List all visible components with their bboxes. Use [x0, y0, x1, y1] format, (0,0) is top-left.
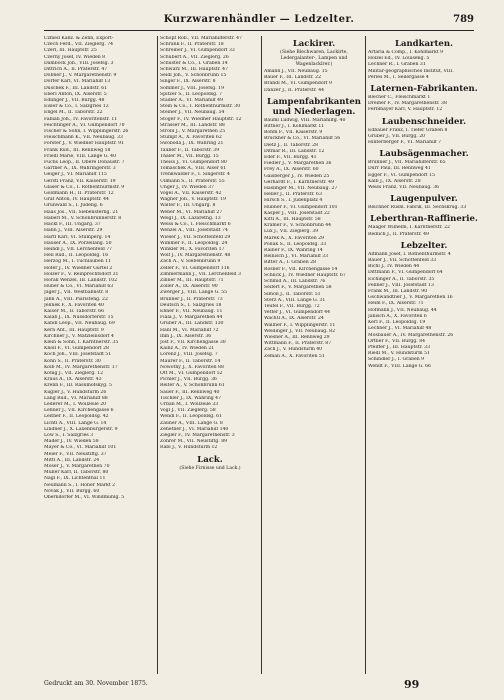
- directory-entry: Lichtl A., VIII. Lange G. 14: [44, 420, 107, 426]
- directory-entry: Jelinek F., X. Favoriten 40: [44, 302, 104, 308]
- directory-entry: Brückner & Co., VI. Mariahilf 56: [264, 136, 341, 142]
- directory-entry: Redlich J., II. Praterstr. 49: [368, 231, 429, 237]
- directory-entry: Bittner J., I. Kohlmarkt 11: [264, 124, 325, 130]
- directory-entry: Fischer & Sohn, I. Wipplingerstr. 26: [44, 129, 129, 135]
- directory-entry: Holzer F., V. Reinprechtsdorf 31: [44, 271, 119, 277]
- directory-entry: Haslinger M., VII. Neubaug. 27: [264, 186, 338, 192]
- directory-entry: Reiter A., V. Schönbrunn 61: [160, 383, 225, 389]
- directory-entry: Kirchner J., V. Matzleinsdorf 4: [44, 333, 114, 339]
- directory-entry: Gaisberger J., IV. Wieden 25: [264, 173, 330, 179]
- directory-entry: Winkler M., X. Favoriten 17: [160, 246, 225, 252]
- directory-entry: Kainz A., IV. Wieden 21: [160, 346, 215, 352]
- directory-entry: Hackl F., III. Ungarg. 37: [44, 222, 101, 228]
- directory-entry: Schubert A., VII. Zieglerg. 26: [160, 54, 229, 60]
- directory-entry: Fellner J., VIII. Josefstadt 13: [368, 282, 434, 288]
- directory-entry: Knoll F., VI. Gumpendorf 28: [44, 346, 109, 352]
- directory-entry: Brunner J., II. Praterstr. 73: [160, 296, 223, 302]
- directory-entry: Rosner F., VII. Kirchengasse 14: [264, 266, 338, 272]
- directory-entry: Wenzel A., VIII. Josefstadt 74: [160, 228, 228, 234]
- directory-entry: Hinterberger F., VI. Mariahilf 7: [368, 140, 442, 146]
- directory-entry: Gruber J., VII. Burgg. 20: [368, 133, 426, 139]
- directory-entry: Lehner J., VII. Kirchengasse 6: [44, 408, 114, 414]
- directory-entry: Reichner Rusm. Fabrik, III. Sechskrüg. 33: [368, 205, 467, 211]
- directory-entry: Nagl F., IX. Lichtenthal 11: [44, 476, 106, 482]
- page-title: Kurzwarenhändler — Ledzelter.: [163, 14, 355, 25]
- directory-entry: Koch Joh., VIII. Josefstadt 51: [44, 352, 112, 358]
- directory-entry: Böhm F., VII. Kaiserstr. 9: [264, 130, 323, 136]
- directory-entry: Swoboda J., IX. Währing 21: [160, 141, 224, 147]
- directory-entry: Lux J., VII. Zieglerg. 39: [264, 229, 319, 235]
- directory-entry: Weber M., VI. Mariahilf 27: [160, 209, 223, 215]
- directory-entry: Lindner J., X. Laxenburgerstr. 9: [44, 426, 118, 432]
- directory-entry: Huber & Co., VI. Mariahilf 63: [44, 284, 114, 290]
- directory-entry: König J., VII. Zieglerg. 12: [44, 370, 104, 376]
- directory-entry: Edbauer Franz, I. Tiefer Graben 8: [368, 127, 448, 133]
- directory-entry: Kramer F., V. Schönbrunn 44: [264, 223, 332, 229]
- directory-entry: Glaser & Co., I. Rothenthurmstr. 9: [44, 184, 125, 190]
- directory-entry: Wallner F., I. Wipplingerstr. 11: [264, 322, 336, 328]
- directory-entry: Militär-geographisches Institut, VIII.: [368, 68, 454, 74]
- directory-entry: Mader J., IV. Wieden 58: [44, 439, 99, 445]
- directory-entry: Schöpf Rob., VII. Mariahilferstr. 47: [160, 36, 242, 41]
- section-note: (Siehe Blechwaren, Lackirte, Ledergalanter-, Lampen und Wagenlackirer.): [280, 50, 348, 67]
- directory-entry: Wittmann F., II. Praterstr. 87: [264, 341, 332, 347]
- directory-entry: Teufel F., VII. Burgg. 72: [264, 303, 320, 309]
- directory-entry: Kohn S., II. Praterstr. 30: [44, 358, 101, 364]
- directory-entry: Lederer M., I. Wollzeile 20: [44, 401, 107, 407]
- directory-entry: Hell Rud., II. Leopoldsg. 16: [44, 253, 109, 259]
- directory-entry: Kandl Leop., VII. Neubaug. 69: [44, 321, 115, 327]
- directory-entry: Marek A., X. Favoriten 29: [264, 235, 324, 241]
- directory-entry: Zehetner J., VI. Mariahilf 140: [160, 426, 229, 432]
- column-divider: [261, 36, 262, 674]
- directory-entry: Thaler M., VII. Burgg. 15: [160, 153, 219, 159]
- directory-entry: Forster J., V. Wiedner Hauptstr. 91: [44, 141, 125, 147]
- section-heading: Landkarten.: [395, 39, 453, 49]
- directory-entry: Wieser J., VII. Schottenfeld 29: [160, 234, 231, 240]
- directory-entry: Klein & Sohn, I. Kärntnerstr. 35: [44, 339, 119, 345]
- directory-entry: Zöhrer M., VII. Neustiftg. 89: [160, 439, 228, 445]
- directory-entry: Oberndorfer M., VI. Windmühlg. 5: [44, 495, 125, 501]
- directory-entry: Schindler J., I. Graben 9: [368, 357, 425, 363]
- directory-entry: Walter F., III. Ungarg. 8: [160, 203, 216, 209]
- directory-entry: Fleischmann K., VII. Neubaug. 33: [44, 135, 123, 141]
- directory-entry: Zach A., V. Siebenbrunn 9: [160, 259, 221, 265]
- directory-entry: Ebner F., VII. Neubaug. 11: [160, 308, 223, 314]
- column-divider: [365, 36, 366, 674]
- directory-entry: Pfeiffer J., III. Hauptstr. 33: [368, 344, 430, 350]
- directory-entry: Kraus A., IX. Alserstr. 43: [44, 377, 102, 383]
- directory-entry: Strasser M., III. Landstr. 88: [160, 122, 225, 128]
- directory-entry: Lorenz J., VIII. Josefsg. 7: [160, 352, 218, 358]
- directory-entry: Dietz J., II. Taborstr. 28: [264, 142, 319, 148]
- directory-entry: Trenkwalder F., I. Singerstr. 4: [160, 172, 230, 178]
- directory-entry: Hanl M., VI. Mariahilf 72: [160, 327, 219, 333]
- directory-entry: Spitzer S., II. Leopoldsg. 7: [160, 91, 222, 97]
- directory-entry: Fuchs Leop., II. Obere Donaustr. 7: [44, 160, 125, 166]
- directory-entry: Dobner J., V. Margarethenstr. 9: [44, 73, 117, 79]
- directory-entry: Damböck Joh., VIII. Josefsg. 3: [44, 60, 114, 66]
- directory-entry: Schuster & Co., I. Graben 14: [160, 60, 228, 66]
- directory-entry: Sauer F., III. Rennweg 40: [160, 389, 220, 395]
- directory-entry: Krenn F., III. Rasumofskyg. 5: [44, 383, 112, 389]
- directory-entry: Simon J., II. Taborstr. 51: [264, 291, 321, 297]
- directory-entry: Lechner J., VI. Mariahilf 48: [368, 326, 432, 332]
- directory-entry: Czerny Josef, IV. Wieden 8: [44, 54, 106, 60]
- directory-entry: Frey A., IX. Alserstr. 60: [264, 167, 319, 173]
- directory-entry: Brunner J., VII. Mariahilferstr. 65: [368, 160, 446, 166]
- section-heading: Lampenfabrikanten und Niederlagen.: [267, 96, 361, 117]
- directory-entry: Maurer F., II. Taborstr. 14: [160, 358, 221, 364]
- directory-entry: Zauner A., VIII. Lange G. 8: [160, 420, 223, 426]
- directory-entry: Schmid A., III. Landstr. 76: [264, 279, 326, 285]
- directory-entry: Tomaschek A., VIII. Alser 61: [160, 166, 227, 172]
- directory-entry: Ullmann S., II. Praterstr. 55: [160, 178, 225, 184]
- directory-entry: Dittrich A., II. Praterstr. 47: [44, 67, 108, 73]
- directory-entry: Moser J., V. Margarethen 70: [44, 464, 110, 470]
- directory-entry: Stumpf A., X. Favoriten 62: [160, 135, 222, 141]
- directory-entry: Artaria & Comp., I. Kohlmarkt 9: [368, 50, 444, 55]
- page-header: [44, 12, 474, 31]
- directory-entry: Kolb M., IV. Margarethenstr. 17: [44, 364, 118, 370]
- directory-entry: Danzer J., II. Praterstr. 44: [264, 87, 325, 93]
- directory-entry: Dittmann F., VI. Gumpendorf 64: [368, 270, 443, 276]
- column-divider: [157, 36, 158, 674]
- section-heading: Leberthran-Raffinerie.: [370, 214, 478, 225]
- directory-entry: Vogl J., VII. Zieglerg. 58: [160, 408, 216, 414]
- directory-entry: Gruber A., III. Landstr. 130: [160, 321, 224, 327]
- directory-entry: Czerl, III. Hauptstr. 25: [44, 48, 97, 54]
- directory-entry: Brandl M., VI. Gumpendorf 9: [264, 81, 332, 87]
- directory-entry: Czmed Kanz. & Zenn, Export-: [44, 36, 114, 41]
- section-heading: Laugenpulver.: [390, 194, 458, 205]
- print-date: Gedruckt am 30. November 1875.: [44, 680, 148, 687]
- directory-entry: Mittl A., III. Landstr. 24: [44, 457, 100, 463]
- section-heading: Laternen-Fabrikanten.: [370, 84, 478, 95]
- directory-entry: Weiss Franz, VII. Neubaug. 36: [368, 185, 440, 191]
- directory-entry: Eberl Anton, IX. Alserstr. 5: [44, 91, 107, 97]
- directory-entry: Strobl J., V. Margarethen 25: [160, 129, 226, 135]
- directory-entry: Weidinger J., VII. Neubaug. 82: [264, 328, 335, 334]
- directory-entry: Jost F., VII. Kirchengasse 30: [160, 339, 226, 345]
- directory-entry: Pichler J., VII. Burgg. 36: [160, 377, 217, 383]
- directory-entry: Kerl F., II. Leopoldsg. 19: [368, 320, 426, 326]
- directory-entry: Stadler A., VI. Mariahilf 49: [160, 98, 224, 104]
- directory-entry: Zwerger J., VIII. Lange G. 55: [160, 290, 228, 296]
- directory-entry: Jäger J., VII. Westbahnstr. 8: [44, 290, 109, 296]
- directory-entry: Löw S., I. Salzgries 3: [44, 433, 94, 438]
- directory-entry: Ritter A., I. Graben 28: [264, 260, 316, 266]
- directory-entry: Neumann S., I. Hoher Markt 2: [44, 482, 116, 488]
- directory-entry: Nowotny J., X. Favoriten 88: [160, 364, 224, 370]
- directory-entry: Gärtner A., IX. Währingerstr. 3: [44, 166, 116, 172]
- directory-entry: Haberl M., V. Schönbrunnerstr. 8: [44, 215, 122, 221]
- directory-entry: Unger J., IV. Wieden 37: [160, 184, 215, 190]
- directory-entry: Engel M., II. Taborstr. 22: [44, 110, 103, 116]
- directory-entry: Hirsch S., I. Judenplatz 4: [264, 198, 323, 204]
- directory-entry: Friedl Marie, VIII. Lange G. 40: [44, 153, 117, 159]
- directory-entry: Frank Rud., III. Rennweg 18: [44, 147, 111, 153]
- directory-entry: Dürr Paul, III. Rennweg 41: [368, 166, 431, 172]
- directory-entry: Kalab J., IX. Nussdorferstr. 15: [44, 315, 114, 321]
- directory-entry: Egger F., VI. Gumpendorf 15: [368, 172, 436, 178]
- directory-entry: Fiala J., V. Margarethen 44: [160, 315, 223, 321]
- directory-entry: Lechner R., I. Graben 31: [368, 62, 426, 68]
- directory-entry: Hahn J., VIII. Alserstr. 29: [44, 228, 103, 234]
- directory-entry: Pollak S., II. Leopoldsg. 33: [264, 241, 327, 247]
- directory-entry: Blecher C., Fleischmarkt 1: [368, 95, 431, 101]
- directory-entry: Ortner F., VII. Burgg. 84: [368, 338, 426, 344]
- directory-entry: Kaiser M., II. Taborstr. 66: [44, 308, 105, 314]
- directory-entry: Singer F., IX. Alserstr. 8: [160, 79, 216, 85]
- directory-entry: Stein & Co., I. Rothenthurmstr. 30: [160, 104, 241, 110]
- column-4: [368, 36, 480, 674]
- directory-entry: Sommer J., VIII. Josefsg. 19: [160, 85, 224, 91]
- directory-entry: Müller Karl, II. Taborstr. 80: [44, 470, 109, 476]
- directory-entry: Lang Rud., VI. Mariahilf 88: [44, 395, 108, 401]
- directory-entry: Weiss & Co., I. Fleischmarkt 6: [160, 222, 231, 228]
- directory-entry: Gerhardt F., I. Kärntnerstr. 49: [264, 179, 335, 185]
- directory-entry: Wimmer F., II. Leopoldsg. 24: [160, 240, 228, 246]
- directory-entry: Zeman A., X. Favoriten 51: [264, 353, 325, 359]
- directory-entry: Reinisch J., VI. Mariahilf 33: [264, 254, 329, 260]
- directory-entry: Frank M., III. Landstr. 90: [368, 289, 428, 295]
- directory-entry: Altmann Josef, I. Rothenthurmstr. 4: [368, 251, 451, 257]
- directory-entry: Ihm J., IX. Alserstr. 36: [160, 333, 212, 339]
- directory-entry: Seifert F., V. Margarethen 58: [264, 285, 332, 291]
- directory-entry: Hauser A., IX. Porzellang. 50: [44, 240, 112, 246]
- directory-entry: Amann J., VII. Neubaug. 15: [264, 69, 328, 74]
- directory-entry: Grünwald S., I. Judeng. 6: [44, 203, 103, 209]
- directory-entry: Riedl M., V. Hundsturm 51: [368, 351, 430, 357]
- directory-entry: Kalb J., IX. Alserstr. 28: [368, 178, 421, 184]
- directory-entry: Theiss J., VI. Gumpendorf 80: [160, 160, 227, 166]
- directory-entry: Deutsch S., I. Salzgries 18: [160, 302, 222, 308]
- directory-entry: Vetter J., VI. Gumpendorf 44: [264, 310, 331, 316]
- directory-entry: Ditmar R., III. Landstr. 12: [264, 148, 325, 154]
- directory-entry: Schrank F., II. Praterstr. 18: [160, 42, 224, 48]
- directory-entry: Edlinger J., VII. Burgg. 48: [44, 98, 105, 104]
- directory-entry: Mosbauer A., IV. Margarethenstr. 26: [368, 332, 454, 338]
- directory-entry: Hofmann J., VII. Neubaug. 44: [368, 307, 437, 313]
- directory-entry: Eder F., VII. Burgg. 41: [264, 155, 317, 161]
- directory-entry: Kugler J., V. Hundsturm 26: [44, 389, 107, 395]
- directory-entry: Wachtl A., IX. Alserstr. 24: [264, 316, 324, 322]
- directory-entry: Eisler & Co., I. Salzgries 12: [44, 104, 109, 110]
- directory-entry: Czech Ferd., VII. Zieglerg. 74: [44, 42, 114, 48]
- directory-entry: Wiesner A., III. Rennweg 29: [264, 334, 330, 340]
- directory-entry: Wagner Joh., V. Hauptstr. 19: [160, 197, 226, 203]
- directory-entry: Kasper J., VIII. Josefstadt 22: [264, 210, 330, 216]
- directory-entry: Feichtinger A., VI. Gumpendorf 70: [44, 122, 125, 128]
- directory-entry: Tischler J., IX. Währing 47: [160, 395, 222, 401]
- directory-entry: Novak J., VII. Burgg. 60: [44, 488, 100, 494]
- directory-entry: Wolf J., IV. Margarethenstr. 48: [160, 253, 231, 259]
- directory-entry: Eichinger A., II. Taborstr. 35: [368, 276, 435, 282]
- directory-entry: Perles M., I. Seilergasse 4: [368, 74, 429, 80]
- directory-entry: Tauber F., II. Taborstr. 39: [160, 147, 220, 153]
- section-heading: Lackirer.: [292, 39, 336, 49]
- directory-entry: Rainer F., IX. Währing 14: [264, 248, 323, 254]
- directory-entry: Maager Wilhelm, I. Kärntnerstr. 22: [368, 225, 450, 231]
- directory-entry: Heim F., IX. Alserstr. 71: [368, 301, 424, 307]
- directory-entry: Dreiher F., IV. Margarethenstr. 38: [368, 101, 447, 107]
- directory-entry: Zinner M., III. Hauptstr. 71: [160, 277, 224, 283]
- section-heading: Laubenschneider.: [381, 116, 467, 127]
- directory-entry: Zimmermann J., VII. Lerchenfeld 3: [160, 271, 241, 277]
- directory-entry: Haas Jos., VII. Siebensterng. 21: [44, 209, 119, 215]
- directory-entry: Sterz A., VIII. Lange G. 31: [264, 297, 326, 303]
- directory-entry: Mayer & Co., VI. Mariahilf 101: [44, 445, 117, 451]
- directory-entry: Ferbmayer Karl, V. Hauptstr. 12: [368, 107, 443, 113]
- directory-entry: Wendt F., VIII. Lange G. 66: [368, 363, 431, 369]
- directory-entry: Duschek F., III. Landstr. 61: [44, 85, 108, 91]
- directory-entry: Vogel A., VII. Kaiserstr. 42: [160, 191, 222, 197]
- directory-entry: Hölzel Ed., IV. Louiseng. 5: [368, 56, 430, 62]
- directory-entry: Kern Ant., III. Hauptstr. 9: [44, 327, 104, 333]
- directory-entry: Horak Wenzel, III. Landstr. 102: [44, 277, 118, 283]
- directory-entry: Hübner F., VI. Gumpendorf 101: [264, 204, 338, 210]
- column-2: [160, 36, 260, 674]
- section-heading: Lebzelter.: [400, 240, 448, 251]
- section-heading: Laubsägenmacher.: [379, 149, 469, 160]
- directory-entry: Hartl Karl, VI. Stumperg. 14: [44, 234, 111, 240]
- directory-entry: Jahn A., VIII. Piaristeng. 22: [44, 296, 108, 302]
- directory-entry: Fiedler J., V. Margarethen 36: [264, 161, 332, 167]
- directory-entry: Gerstl Franz, VII. Kaiserstr. 19: [44, 178, 116, 184]
- directory-entry: Leitner F., II. Leopoldsg. 42: [44, 414, 109, 420]
- directory-entry: Kittl A., III. Hauptstr. 58: [264, 217, 321, 223]
- directory-entry: Heindl J., VII. Lerchenfeld 77: [44, 246, 113, 252]
- directory-entry: Bauer J., VII. Schottenfeld 33: [368, 258, 437, 264]
- directory-entry: Rabl J., V. Hundsturm 12: [160, 445, 218, 451]
- directory-entry: Zach J., V. Hundsturm 40: [264, 347, 323, 353]
- directory-entry: Goldmann H., II. Praterstr. 12: [44, 191, 114, 197]
- sheet-number: 99: [404, 678, 420, 691]
- column-3: [264, 36, 364, 674]
- directory-entry: Geiger J., VI. Mariahilf 115: [44, 172, 107, 178]
- directory-entry: Stöger F., IV. Wiedner Hauptstr. 12: [160, 116, 242, 122]
- directory-entry: Schreiber J., VI. Gumpendorf 33: [160, 48, 235, 54]
- directory-entry: Janisch A., X. Favoriten 6: [368, 313, 427, 319]
- page-number: 789: [453, 14, 474, 25]
- directory-entry: Ott M., VI. Gumpendorf 52: [160, 370, 223, 376]
- directory-entry: Wendl F., II. Leopoldsg. 61: [160, 414, 223, 420]
- directory-entry: Steiner J., VII. Neubaug. 54: [160, 110, 225, 116]
- directory-entry: Heller J., II. Praterstr. 63: [264, 192, 322, 198]
- directory-entry: Herzog M., I. Tuchlauben 11: [44, 259, 111, 265]
- section-heading: Lack.: [197, 454, 223, 465]
- directory-entry: Gschwandtner J., V. Margarethen 16: [368, 295, 453, 301]
- column-1: [44, 36, 156, 674]
- directory-entry: Fabian Joh., IV. Favoritenstr. 11: [44, 116, 118, 122]
- directory-entry: Bäuml Ludwig, VIII. Mariahilfg. 40: [264, 117, 346, 123]
- directory-entry: Weigl J., IX. Lazarethg. 13: [160, 215, 221, 221]
- directory-entry: Zoller A., IX. Alserstr. 90: [160, 284, 218, 290]
- directory-entry: Zeller F., VI. Gumpendorf 116: [160, 265, 230, 271]
- directory-entry: Hofer J., IV. Wiedner Gürtel 2: [44, 265, 113, 271]
- directory-entry: Graf Anton, IV. Hauptstr. 44: [44, 197, 109, 203]
- directory-entry: Urban M., I. Wollzeile 33: [160, 401, 219, 407]
- directory-entry: Meier F., VII. Neustiftg. 37: [44, 451, 107, 457]
- directory-entry: Schlick J., IV. Wiedner Hauptstr. 67: [264, 272, 346, 278]
- directory-entry: Ziegler F., IV. Margarethenstr. 3: [160, 433, 235, 438]
- directory-entry: Bauer F., III. Landstr. 22: [264, 75, 322, 81]
- directory-entry: Schwarz M., III. Hauptstr. 47: [160, 67, 229, 73]
- directory-entry: Bichl J., IV. Wieden 44: [368, 264, 420, 270]
- section-note: (Siehe Firnisse und Lack.): [179, 465, 241, 471]
- directory-entry: Seidl Joh., V. Schönbrunn 15: [160, 73, 227, 79]
- directory-entry: Dorfer Karl, VI. Mariahilf 13: [44, 79, 111, 85]
